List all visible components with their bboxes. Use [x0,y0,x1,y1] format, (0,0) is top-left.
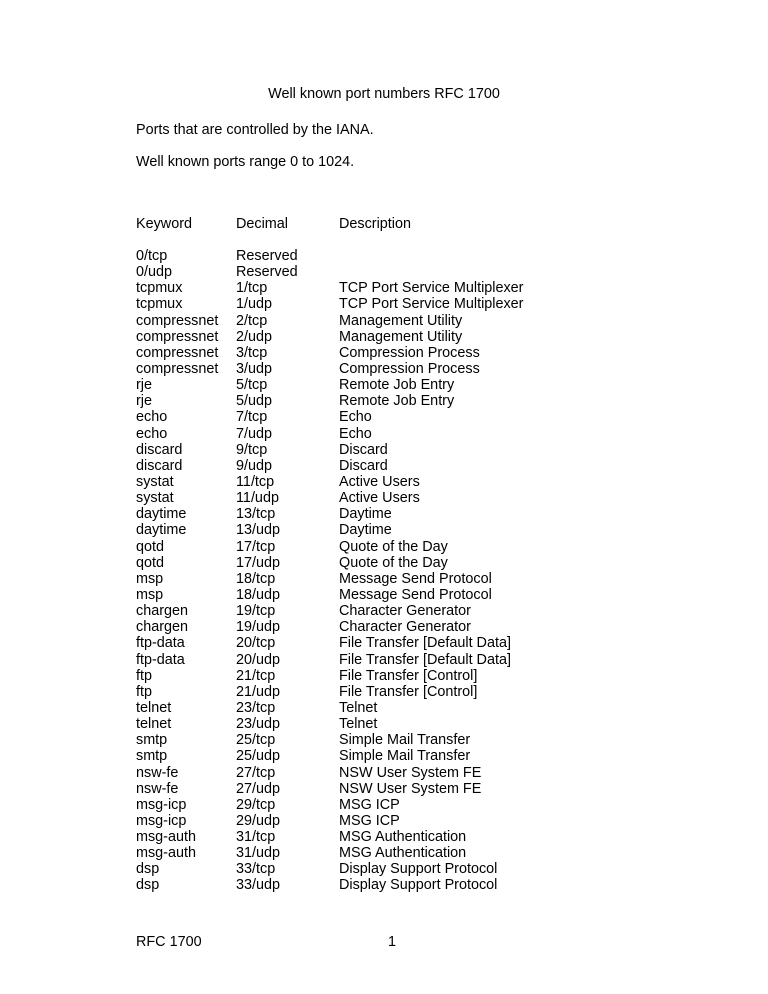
cell-decimal: 7/tcp [236,409,268,426]
cell-description: Echo [339,425,372,442]
cell-keyword: ftp [136,683,152,700]
cell-decimal: 5/tcp [236,377,268,394]
table-row [0,555,768,571]
cell-keyword: 0/udp [136,264,173,281]
intro-paragraph-range: Well known ports range 0 to 1024. [136,154,355,170]
cell-decimal: 1/udp [236,296,273,313]
cell-decimal: 9/udp [236,457,273,474]
table-row [0,684,768,700]
cell-keyword: ftp-data [136,651,185,668]
table-row [0,296,768,312]
cell-keyword: msg-icp [136,812,187,829]
cell-decimal: 20/udp [236,651,281,668]
cell-keyword: rje [136,393,152,410]
cell-decimal: 1/tcp [236,280,268,297]
cell-description: Message Send Protocol [339,586,492,603]
cell-keyword: nsw-fe [136,764,179,781]
cell-decimal: 5/udp [236,393,273,410]
table-row [0,765,768,781]
table-row [0,490,768,506]
table-header-row [0,215,768,233]
table-row [0,845,768,861]
cell-description: NSW User System FE [339,764,482,781]
cell-keyword: chargen [136,619,189,636]
cell-description: Discard [339,457,388,474]
cell-keyword: rje [136,377,152,394]
cell-decimal: 19/udp [236,619,281,636]
cell-keyword: ftp-data [136,635,185,652]
table-row [0,280,768,296]
cell-decimal: 17/udp [236,554,281,571]
document-title-text: Well known port numbers RFC 1700 [268,86,500,102]
cell-description: Active Users [339,473,420,490]
cell-keyword: msg-auth [136,829,196,846]
cell-description: Character Generator [339,619,471,636]
cell-keyword: compressnet [136,312,219,329]
table-row [0,877,768,893]
cell-description: File Transfer [Default Data] [339,635,511,652]
cell-decimal: 2/tcp [236,312,268,329]
cell-keyword: chargen [136,603,189,620]
cell-decimal: 33/udp [236,877,281,894]
cell-keyword: discard [136,457,183,474]
cell-description: Simple Mail Transfer [339,732,471,749]
cell-decimal: Reserved [236,248,298,264]
cell-decimal: 3/tcp [236,344,268,361]
document-title [0,85,768,103]
footer-page-number: 1 [387,934,396,950]
cell-keyword: msp [136,570,164,587]
cell-decimal: 18/udp [236,586,281,603]
cell-keyword: systat [136,490,174,507]
cell-description: Compression Process [339,360,480,377]
table-row [0,442,768,458]
table-row [0,522,768,538]
cell-decimal: 23/tcp [236,699,276,716]
cell-description: Telnet [339,699,378,716]
table-row [0,781,768,797]
cell-description: Quote of the Day [339,538,448,555]
footer-label: RFC 1700 [136,934,202,950]
cell-description: File Transfer [Default Data] [339,651,511,668]
cell-decimal: 17/tcp [236,538,276,555]
cell-decimal: Reserved [236,264,298,281]
table-row [0,587,768,603]
cell-description: TCP Port Service Multiplexer [339,296,524,313]
table-row [0,603,768,619]
cell-description: File Transfer [Control] [339,683,478,700]
cell-keyword: compressnet [136,328,219,345]
cell-keyword: nsw-fe [136,780,179,797]
cell-description: Remote Job Entry [339,393,455,410]
cell-description: NSW User System FE [339,780,482,797]
cell-description: Compression Process [339,344,480,361]
cell-description: Active Users [339,490,420,507]
cell-decimal: 19/tcp [236,603,276,620]
cell-decimal: 3/udp [236,360,273,377]
cell-description: Management Utility [339,312,463,329]
cell-decimal: 25/tcp [236,732,276,749]
cell-keyword: qotd [136,538,165,555]
cell-description: Quote of the Day [339,554,448,571]
cell-decimal: 7/udp [236,425,273,442]
table-row [0,700,768,716]
table-row [0,652,768,668]
header-keyword: Keyword [136,216,192,232]
intro-paragraph-iana: Ports that are controlled by the IANA. [136,122,374,138]
cell-decimal: 21/udp [236,683,281,700]
cell-decimal: 13/tcp [236,506,276,523]
cell-decimal: 29/tcp [236,796,276,813]
header-decimal: Decimal [236,216,288,232]
cell-keyword: echo [136,409,168,426]
cell-keyword: compressnet [136,360,219,377]
table-row [0,361,768,377]
cell-description: Display Support Protocol [339,877,498,894]
table-row [0,861,768,877]
table-row [0,426,768,442]
cell-keyword: telnet [136,699,172,716]
cell-keyword: msp [136,586,164,603]
cell-decimal: 23/udp [236,716,281,733]
cell-keyword: dsp [136,877,160,894]
cell-keyword: discard [136,441,183,458]
table-row [0,345,768,361]
cell-keyword: daytime [136,506,187,523]
table-row [0,377,768,393]
cell-description: File Transfer [Control] [339,667,478,684]
cell-description: Daytime [339,522,392,539]
cell-description: Simple Mail Transfer [339,748,471,765]
cell-decimal: 31/tcp [236,829,276,846]
cell-keyword: telnet [136,716,172,733]
cell-description: Management Utility [339,328,463,345]
cell-keyword: daytime [136,522,187,539]
table-row [0,829,768,845]
cell-keyword: dsp [136,861,160,878]
table-row [0,797,768,813]
cell-description: TCP Port Service Multiplexer [339,280,524,297]
cell-description: MSG ICP [339,812,400,829]
cell-decimal: 27/tcp [236,764,276,781]
cell-description: Discard [339,441,388,458]
cell-description: MSG ICP [339,796,400,813]
table-row [0,458,768,474]
cell-decimal: 25/udp [236,748,281,765]
cell-keyword: smtp [136,748,168,765]
cell-decimal: 31/udp [236,845,281,862]
cell-decimal: 13/udp [236,522,281,539]
cell-keyword: smtp [136,732,168,749]
cell-decimal: 33/tcp [236,861,276,878]
table-row [0,506,768,522]
cell-decimal: 2/udp [236,328,273,345]
cell-description: MSG Authentication [339,829,467,846]
cell-description: Echo [339,409,372,426]
cell-decimal: 11/tcp [236,473,275,490]
table-row [0,813,768,829]
header-description: Description [339,216,411,232]
port-table-body [0,248,768,894]
table-row [0,668,768,684]
table-row [0,619,768,635]
cell-decimal: 29/udp [236,812,281,829]
table-row [0,409,768,425]
table-row [0,716,768,732]
table-row [0,313,768,329]
cell-description: Message Send Protocol [339,570,492,587]
table-row [0,539,768,555]
table-row [0,748,768,764]
cell-decimal: 21/tcp [236,667,276,684]
table-row [0,393,768,409]
cell-decimal: 9/tcp [236,441,268,458]
cell-description: Daytime [339,506,392,523]
cell-decimal: 11/udp [236,490,279,507]
table-row [0,248,768,264]
cell-keyword: msg-icp [136,796,187,813]
cell-description: MSG Authentication [339,845,467,862]
table-row [0,635,768,651]
table-row [0,571,768,587]
cell-keyword: tcpmux [136,296,183,313]
cell-keyword: compressnet [136,344,219,361]
table-row [0,329,768,345]
cell-description: Remote Job Entry [339,377,455,394]
cell-decimal: 27/udp [236,780,281,797]
cell-decimal: 18/tcp [236,570,276,587]
cell-keyword: tcpmux [136,280,183,297]
cell-keyword: echo [136,425,168,442]
cell-description: Display Support Protocol [339,861,498,878]
cell-keyword: qotd [136,554,165,571]
cell-decimal: 20/tcp [236,635,276,652]
table-row [0,264,768,280]
cell-description: Character Generator [339,603,471,620]
cell-description: Telnet [339,716,378,733]
cell-keyword: ftp [136,667,152,684]
table-row [0,732,768,748]
cell-keyword: msg-auth [136,845,196,862]
cell-keyword: 0/tcp [136,248,168,264]
cell-keyword: systat [136,473,174,490]
table-row [0,474,768,490]
